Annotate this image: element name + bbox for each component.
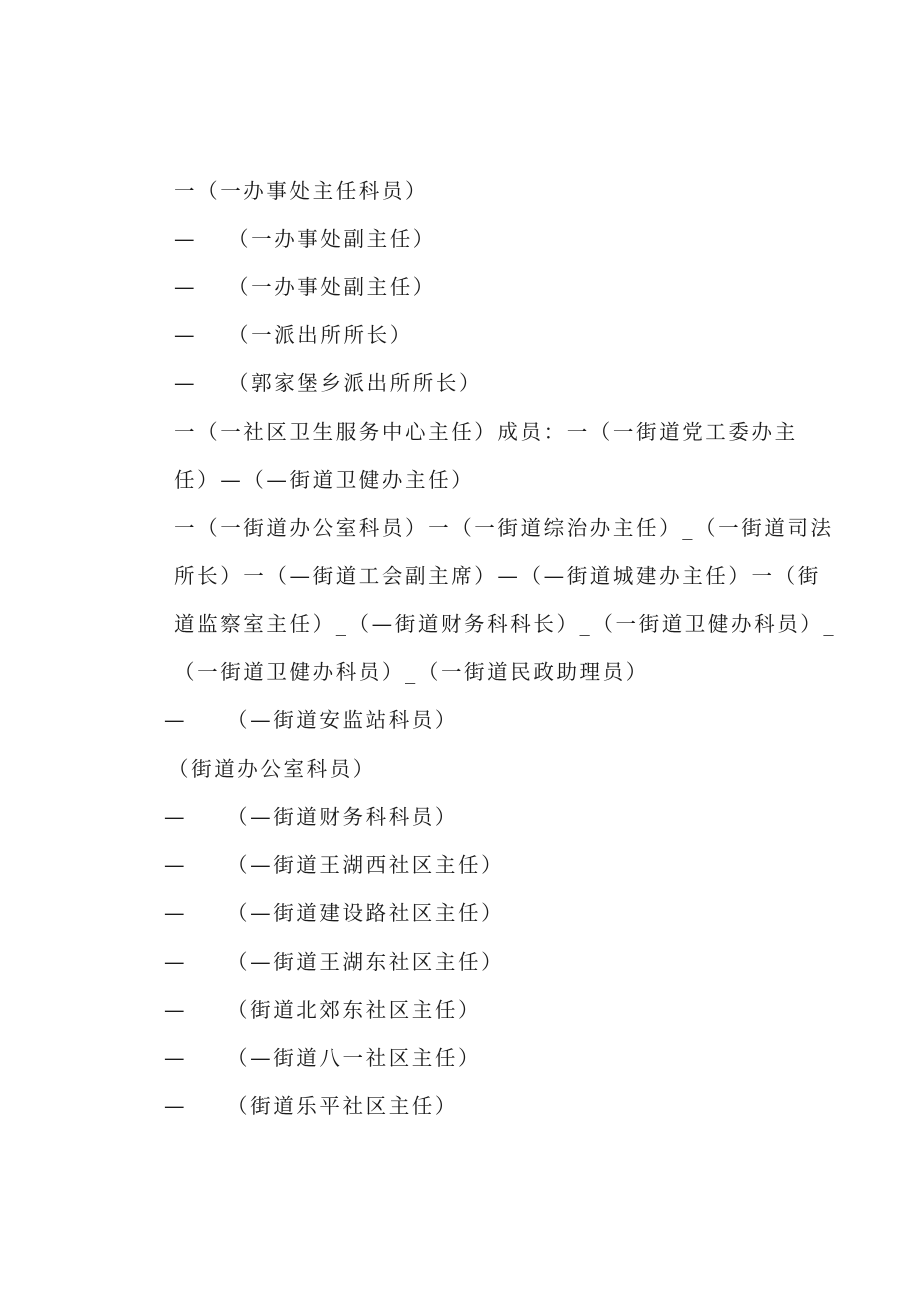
line-text: （—街道王湖西社区主任） (227, 853, 505, 877)
text-line (174, 609, 836, 639)
line-text: 一（一办事处主任科员） (174, 179, 429, 203)
text-line (168, 754, 376, 784)
leading-dash: — (164, 853, 185, 877)
text-line (174, 513, 834, 543)
line-text: （—街道王湖东社区主任） (227, 950, 505, 974)
line-text: 任）—（—街道卫健办主任） (174, 468, 475, 492)
leading-dash: — (164, 998, 185, 1022)
text-line (174, 657, 649, 687)
line-text: 一（一街道办公室科员）一（一街道综治办主任）_（一街道司法 (174, 516, 834, 540)
leading-dash: — (164, 708, 185, 732)
line-text: （街道乐平社区主任） (227, 1094, 458, 1118)
line-text: 一（一社区卫生服务中心主任）成员：一（一街道党工委办主 (174, 420, 798, 444)
line-text: （—街道财务科科员） (227, 805, 458, 829)
leading-dash: — (174, 227, 195, 251)
line-text: （一办事处副主任） (228, 227, 436, 251)
text-line (174, 368, 482, 398)
leading-dash: — (174, 323, 195, 347)
text-line (164, 1043, 481, 1073)
leading-dash: — (164, 1094, 185, 1118)
text-line (164, 850, 504, 880)
line-text: （一街道卫健办科员）_（一街道民政助理员） (174, 660, 649, 684)
text-line (174, 176, 428, 206)
text-line (174, 224, 436, 254)
line-text: （—街道建设路社区主任） (227, 901, 505, 925)
line-text: （街道北郊东社区主任） (227, 998, 482, 1022)
line-text: （一办事处副主任） (228, 275, 436, 299)
text-line (174, 465, 474, 495)
leading-dash: — (174, 275, 195, 299)
text-line (174, 561, 821, 591)
leading-dash: — (164, 901, 185, 925)
text-line (164, 705, 458, 735)
line-text: 道监察室主任）_（—街道财务科科长）_（一街道卫健办科员）_ (174, 612, 837, 636)
leading-dash: — (174, 371, 195, 395)
text-line (174, 417, 798, 447)
line-text: （郭家堡乡派出所所长） (228, 371, 483, 395)
leading-dash: — (164, 1046, 185, 1070)
text-line (164, 995, 481, 1025)
line-text: 所长）一（—街道工会副主席）—（—街道城建办主任）一（街 (174, 564, 821, 588)
line-text: （一派出所所长） (228, 323, 413, 347)
text-line (174, 272, 436, 302)
line-text: （街道办公室科员） (168, 757, 376, 781)
line-text: （—街道八一社区主任） (227, 1046, 482, 1070)
text-line (164, 1091, 458, 1121)
leading-dash: — (164, 950, 185, 974)
text-line (164, 947, 504, 977)
text-line (164, 802, 458, 832)
text-line (164, 898, 504, 928)
text-line (174, 320, 413, 350)
leading-dash: — (164, 805, 185, 829)
line-text: （—街道安监站科员） (227, 708, 458, 732)
